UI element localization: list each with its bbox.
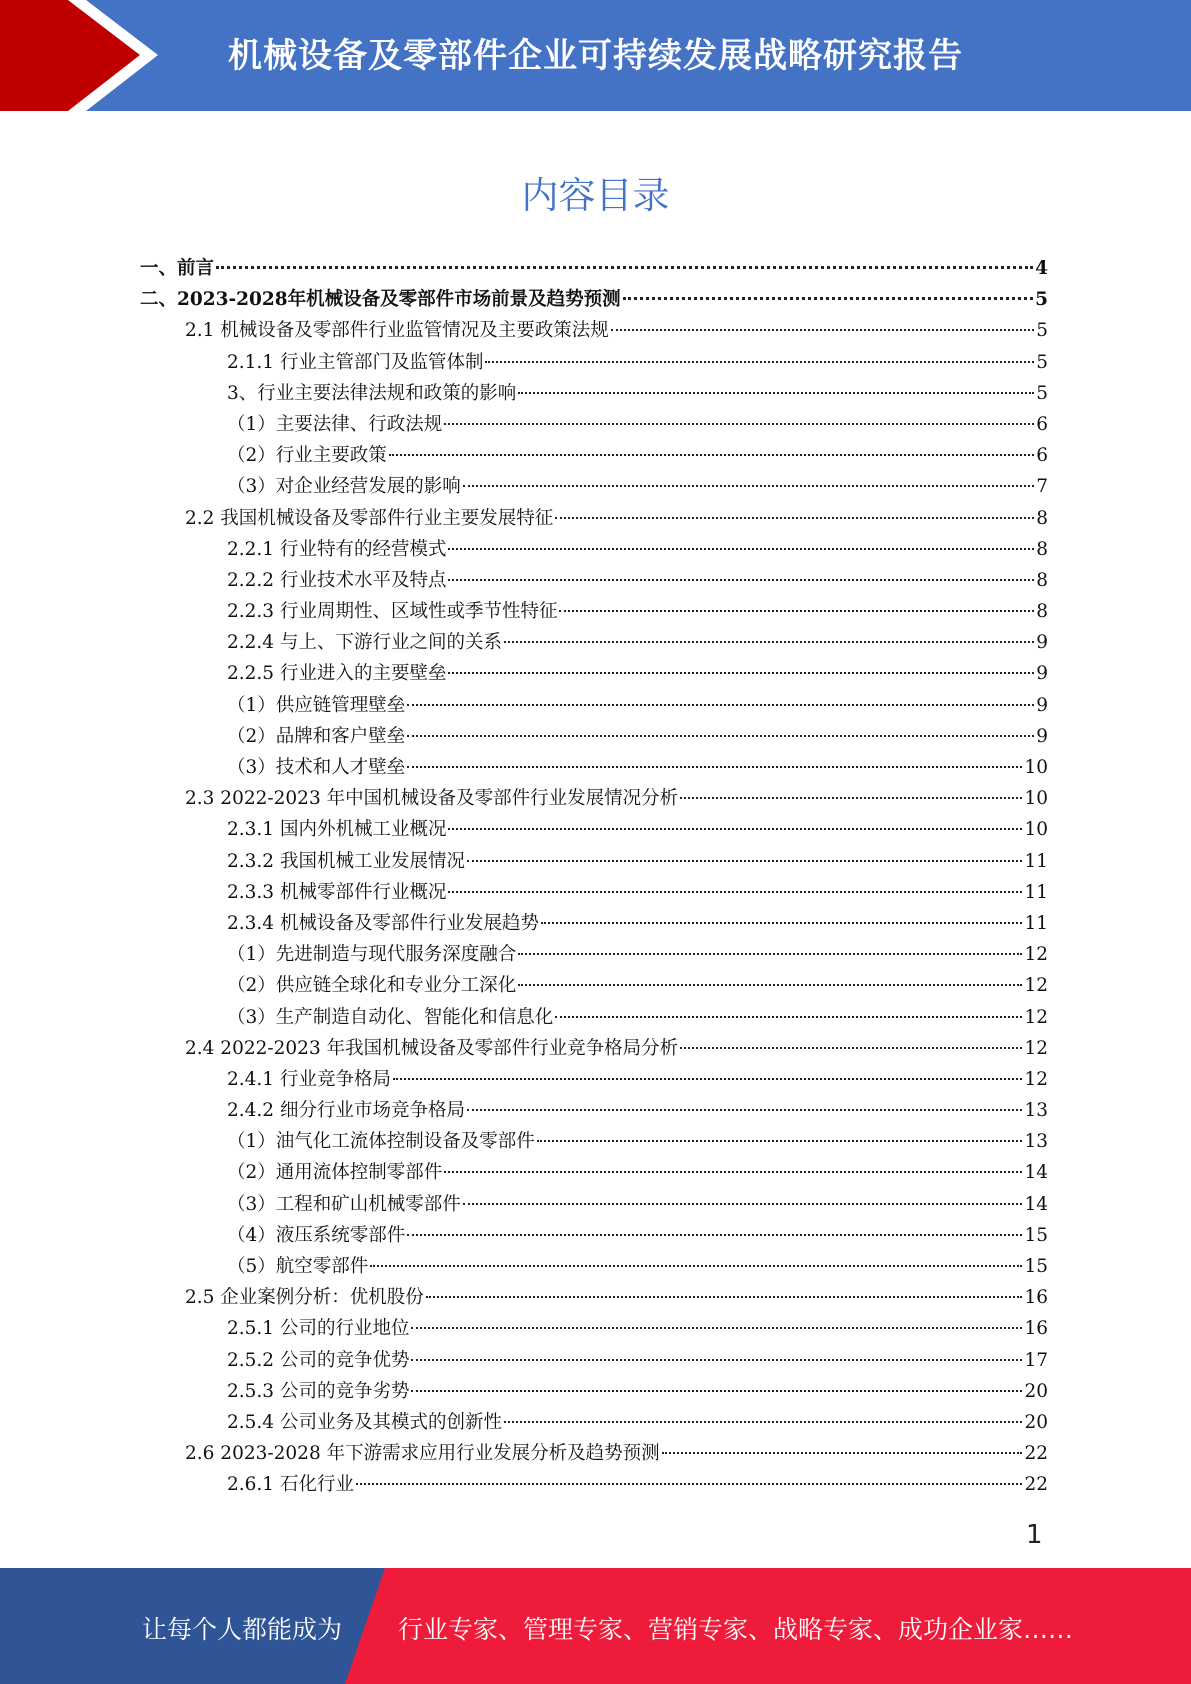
footer-band	[0, 1568, 1191, 1684]
toc-entry[interactable]	[140, 909, 1048, 940]
toc-dot-leader	[662, 1452, 1023, 1454]
toc-entry[interactable]	[140, 1034, 1048, 1065]
toc-entry-page: 14	[1024, 1193, 1048, 1215]
toc-entry[interactable]	[140, 1314, 1048, 1345]
toc-entry-page: 9	[1036, 632, 1048, 654]
toc-entry-title: 2.2.3 行业周期性、区域性或季节性特征	[227, 601, 558, 623]
toc-dot-leader	[467, 1109, 1022, 1111]
toc-entry-page: 10	[1024, 819, 1048, 841]
toc-entry-title: 2.4 2022-2023 年我国机械设备及零部件行业竞争格局分析	[185, 1037, 679, 1059]
toc-entry[interactable]	[140, 1283, 1048, 1314]
toc-dot-leader	[448, 579, 1034, 581]
toc-entry[interactable]	[140, 410, 1048, 441]
toc-entry-title: 2.5 企业案例分析：优机股份	[185, 1287, 424, 1309]
toc-dot-leader	[463, 485, 1034, 487]
toc-entry-page: 16	[1024, 1287, 1048, 1309]
table-of-contents	[140, 254, 1048, 1502]
toc-entry[interactable]	[140, 1470, 1048, 1501]
toc-entry[interactable]	[140, 316, 1048, 347]
toc-entry-title: （1）先进制造与现代服务深度融合	[227, 944, 517, 966]
toc-dot-leader	[389, 454, 1034, 456]
toc-entry-title: 2.3.3 机械零部件行业概况	[227, 881, 447, 903]
toc-entry-title: （5）航空零部件	[227, 1256, 369, 1277]
toc-dot-leader	[444, 1171, 1022, 1173]
toc-dot-leader	[407, 735, 1034, 737]
toc-entry-title: （3）技术和人才壁垒	[227, 757, 406, 778]
toc-entry-title: 2.2.4 与上、下游行业之间的关系	[227, 632, 502, 654]
toc-entry-page: 8	[1036, 569, 1048, 591]
toc-entry-title: 一、前言	[140, 258, 215, 279]
toc-dot-leader	[407, 766, 1022, 768]
toc-entry-page: 5	[1036, 382, 1048, 404]
toc-entry[interactable]	[140, 784, 1048, 815]
toc-entry-page: 12	[1024, 975, 1048, 997]
toc-dot-leader	[518, 392, 1034, 394]
toc-entry-title: 2.2.5 行业进入的主要壁垒	[227, 663, 447, 685]
toc-entry-page: 15	[1024, 1256, 1048, 1277]
toc-entry[interactable]	[140, 1065, 1048, 1096]
toc-entry-title: 3、行业主要法律法规和政策的影响	[227, 382, 517, 404]
toc-entry-page: 9	[1036, 694, 1048, 716]
toc-dot-leader	[407, 1234, 1022, 1236]
toc-dot-leader	[393, 1078, 1022, 1080]
toc-dot-leader	[623, 297, 1033, 300]
toc-entry-page: 13	[1024, 1131, 1048, 1153]
toc-dot-leader	[463, 1203, 1023, 1205]
toc-entry-page: 14	[1024, 1162, 1048, 1184]
toc-dot-leader	[518, 953, 1022, 955]
toc-entry[interactable]	[140, 753, 1048, 784]
toc-entry-title: （1）供应链管理壁垒	[227, 694, 406, 716]
toc-entry-title: 2.3.1 国内外机械工业概况	[227, 819, 447, 841]
toc-dot-leader	[611, 329, 1034, 331]
toc-entry-page: 10	[1024, 757, 1048, 778]
toc-dot-leader	[559, 610, 1034, 612]
page-number: 1	[1026, 1520, 1043, 1550]
toc-entry-page: 4	[1035, 258, 1048, 279]
toc-dot-leader	[537, 1140, 1023, 1142]
toc-entry[interactable]	[140, 940, 1048, 971]
toc-entry-title: 二、2023-2028年机械设备及零部件市场前景及趋势预测	[140, 289, 621, 311]
toc-entry-page: 22	[1024, 1474, 1048, 1496]
toc-entry-title: 2.1.1 行业主管部门及监管体制	[227, 351, 484, 373]
toc-entry-title: （3）对企业经营发展的影响	[227, 476, 461, 498]
toc-entry[interactable]	[140, 1377, 1048, 1408]
toc-dot-leader	[444, 423, 1034, 425]
toc-dot-leader	[541, 922, 1022, 924]
toc-entry-page: 12	[1024, 1006, 1048, 1028]
toc-entry[interactable]	[140, 1346, 1048, 1377]
toc-entry-title: （2）行业主要政策	[227, 445, 387, 467]
toc-entry-title: 2.2.1 行业特有的经营模式	[227, 538, 447, 560]
toc-entry-page: 12	[1024, 944, 1048, 966]
toc-entry[interactable]	[140, 504, 1048, 535]
toc-entry[interactable]	[140, 1158, 1048, 1189]
toc-dot-leader	[426, 1296, 1023, 1298]
toc-dot-leader	[555, 517, 1034, 519]
header-band	[0, 0, 1191, 111]
toc-entry[interactable]	[140, 628, 1048, 659]
toc-entry-title: （1）主要法律、行政法规	[227, 413, 443, 435]
toc-entry[interactable]	[140, 348, 1048, 379]
toc-entry-title: 2.5.2 公司的竞争优势	[227, 1349, 410, 1371]
toc-dot-leader	[356, 1483, 1023, 1485]
toc-entry-title: 2.2 我国机械设备及零部件行业主要发展特征	[185, 507, 554, 529]
toc-entry[interactable]	[140, 597, 1048, 628]
toc-dot-leader	[680, 1047, 1022, 1049]
toc-entry[interactable]	[140, 1408, 1048, 1439]
toc-dot-leader	[448, 548, 1034, 550]
toc-entry-page: 10	[1024, 788, 1048, 810]
toc-entry[interactable]	[140, 472, 1048, 503]
toc-entry-page: 7	[1036, 476, 1048, 498]
toc-entry-page: 16	[1024, 1318, 1048, 1340]
toc-entry-page: 15	[1024, 1224, 1048, 1246]
toc-entry[interactable]	[140, 1252, 1048, 1283]
toc-dot-leader	[216, 266, 1033, 269]
toc-entry[interactable]	[140, 379, 1048, 410]
toc-heading: 内容目录	[521, 174, 670, 217]
toc-entry-page: 12	[1024, 1068, 1048, 1090]
toc-entry-title: 2.5.3 公司的竞争劣势	[227, 1380, 410, 1402]
toc-entry-title: （2）供应链全球化和专业分工深化	[227, 975, 517, 997]
toc-entry[interactable]	[140, 1127, 1048, 1158]
toc-entry[interactable]	[140, 815, 1048, 846]
toc-entry-page: 11	[1024, 850, 1048, 872]
toc-entry[interactable]	[140, 1003, 1048, 1034]
toc-entry-page: 5	[1035, 289, 1048, 311]
toc-entry-page: 20	[1024, 1411, 1048, 1433]
toc-entry-page: 8	[1036, 538, 1048, 560]
toc-dot-leader	[485, 361, 1034, 363]
toc-entry-page: 9	[1036, 663, 1048, 685]
toc-entry[interactable]	[140, 254, 1048, 285]
report-title: 机械设备及零部件企业可持续发展战略研究报告	[228, 36, 963, 76]
footer-slogan-right: 行业专家、管理专家、营销专家、战略专家、成功企业家……	[398, 1615, 1074, 1644]
toc-dot-leader	[504, 1421, 1022, 1423]
toc-entry-title: （1）油气化工流体控制设备及零部件	[227, 1131, 535, 1153]
toc-entry-title: 2.3 2022-2023 年中国机械设备及零部件行业发展情况分析	[185, 788, 679, 810]
toc-entry-title: 2.3.2 我国机械工业发展情况	[227, 850, 465, 872]
toc-entry[interactable]	[140, 971, 1048, 1002]
toc-entry[interactable]	[140, 878, 1048, 909]
toc-entry-title: （2）品牌和客户壁垒	[227, 725, 406, 747]
toc-entry-page: 20	[1024, 1380, 1048, 1402]
toc-entry[interactable]	[140, 566, 1048, 597]
toc-entry-title: 2.1 机械设备及零部件行业监管情况及主要政策法规	[185, 320, 609, 342]
toc-dot-leader	[504, 641, 1034, 643]
toc-entry[interactable]	[140, 1439, 1048, 1470]
toc-dot-leader	[467, 860, 1022, 862]
toc-entry-page: 9	[1036, 725, 1048, 747]
toc-entry-title: 2.4.1 行业竞争格局	[227, 1068, 391, 1090]
toc-dot-leader	[370, 1265, 1022, 1267]
toc-entry[interactable]	[140, 847, 1048, 878]
toc-entry-page: 22	[1024, 1443, 1048, 1465]
toc-entry[interactable]	[140, 441, 1048, 472]
toc-dot-leader	[448, 891, 1022, 893]
toc-entry-page: 11	[1024, 912, 1048, 934]
toc-entry-page: 13	[1024, 1100, 1048, 1122]
toc-entry[interactable]	[140, 691, 1048, 722]
toc-entry-title: （3）工程和矿山机械零部件	[227, 1193, 461, 1215]
toc-entry[interactable]	[140, 659, 1048, 690]
toc-dot-leader	[411, 1390, 1022, 1392]
toc-entry-title: 2.5.4 公司业务及其模式的创新性	[227, 1411, 502, 1433]
toc-entry-title: 2.5.1 公司的行业地位	[227, 1318, 410, 1340]
toc-entry-page: 11	[1024, 881, 1048, 903]
toc-entry-page: 6	[1036, 413, 1048, 435]
toc-dot-leader	[680, 797, 1022, 799]
toc-entry-page: 8	[1036, 601, 1048, 623]
toc-entry-title: （4）液压系统零部件	[227, 1224, 406, 1246]
toc-entry-page: 5	[1036, 320, 1048, 342]
toc-entry[interactable]	[140, 1221, 1048, 1252]
toc-entry-page: 6	[1036, 445, 1048, 467]
toc-entry-page: 5	[1036, 351, 1048, 373]
toc-entry-title: 2.6.1 石化行业	[227, 1474, 354, 1496]
toc-entry-title: 2.6 2023-2028 年下游需求应用行业发展分析及趋势预测	[185, 1443, 660, 1465]
toc-dot-leader	[448, 672, 1034, 674]
toc-entry-title: 2.3.4 机械设备及零部件行业发展趋势	[227, 912, 539, 934]
toc-entry[interactable]	[140, 722, 1048, 753]
toc-entry-page: 17	[1024, 1349, 1048, 1371]
toc-entry-title: 2.2.2 行业技术水平及特点	[227, 569, 447, 591]
toc-entry[interactable]	[140, 1096, 1048, 1127]
toc-dot-leader	[448, 828, 1022, 830]
toc-entry-title: （3）生产制造自动化、智能化和信息化	[227, 1006, 554, 1028]
toc-entry-page: 8	[1036, 507, 1048, 529]
toc-dot-leader	[407, 704, 1034, 706]
toc-dot-leader	[411, 1327, 1022, 1329]
toc-entry[interactable]	[140, 535, 1048, 566]
toc-entry[interactable]	[140, 1190, 1048, 1221]
footer-slogan-left: 让每个人都能成为	[142, 1615, 343, 1644]
toc-entry[interactable]	[140, 285, 1048, 316]
toc-entry-title: （2）通用流体控制零部件	[227, 1162, 443, 1184]
toc-entry-title: 2.4.2 细分行业市场竞争格局	[227, 1100, 465, 1122]
toc-entry-page: 12	[1024, 1037, 1048, 1059]
toc-dot-leader	[555, 1016, 1022, 1018]
toc-dot-leader	[411, 1359, 1022, 1361]
toc-dot-leader	[518, 984, 1022, 986]
